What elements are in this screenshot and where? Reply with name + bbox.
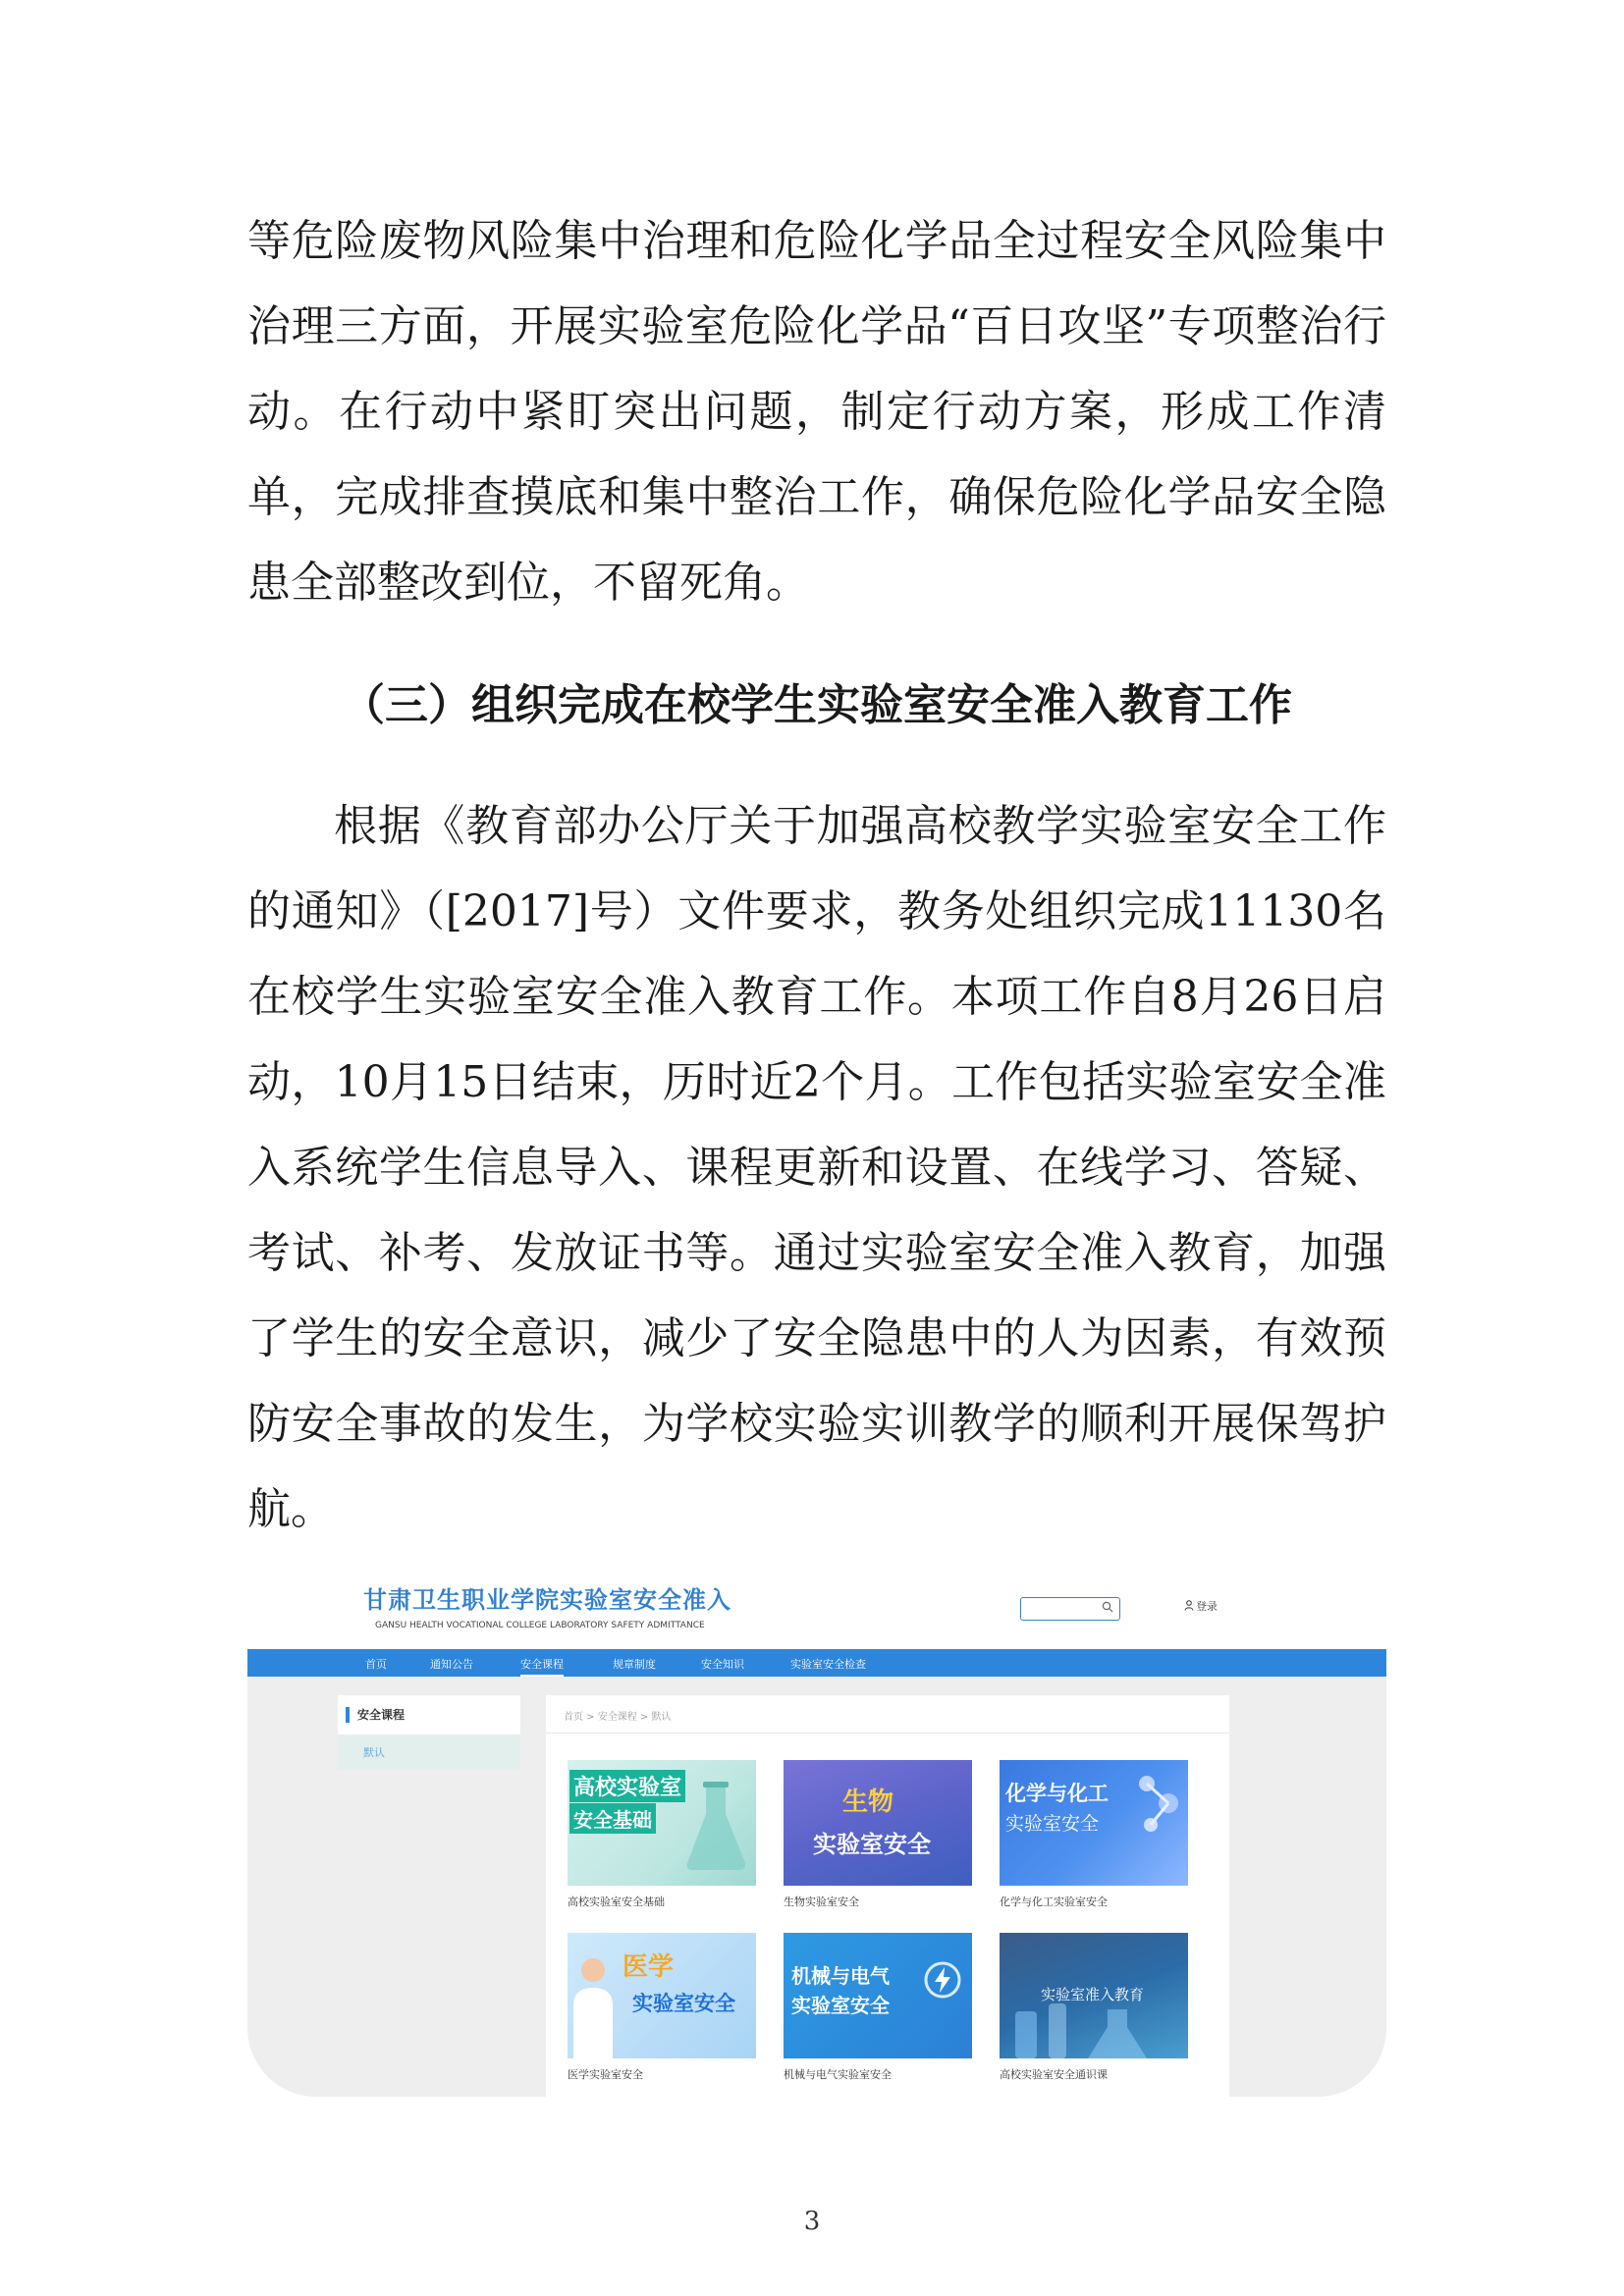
site-title: 甘肃卫生职业学院实验室安全准入 [363,1586,731,1614]
breadcrumb: 首页 > 安全课程 > 默认 [564,1712,672,1723]
login-label: 登录 [1196,1600,1218,1613]
body-paragraph-1: 等危险废物风险集中治理和危险化学品全过程安全风险集中治理三方面，开展实验室危险化学品“百日攻坚”专项整治行动。在行动中紧盯突出问题，制定行动方案，形成工作清单，完成排查摸底和集中整治工作，确保危险化学品安全隐患全部整改到位，不留死角。 [247,216,1386,608]
search-icon[interactable] [1102,1601,1113,1613]
embedded-website-screenshot [247,1569,1386,2097]
sidebar-header [338,1695,520,1735]
course-thumbnail[interactable] [1000,1933,1188,2058]
nav-item-lab-inspection[interactable]: 实验室安全检查 [790,1658,866,1671]
thumb-line-2: 安全基础 [569,1803,656,1834]
sidebar-title: 安全课程 [357,1708,406,1722]
thumb-line-1: 机械与电气 [791,1964,890,1988]
nav-item-regulations[interactable]: 规章制度 [613,1658,656,1671]
sidebar-item-default[interactable] [338,1735,520,1770]
course-card[interactable] [784,1933,972,2082]
course-thumbnail[interactable] [1000,1760,1188,1886]
molecule-icon [1127,1766,1186,1844]
nav-item-safety-knowledge[interactable]: 安全知识 [701,1658,744,1671]
doctor-icon [571,1950,615,2058]
course-title[interactable]: 机械与电气实验室安全 [784,2068,892,2081]
course-thumbnail[interactable] [784,1933,972,2058]
lab-glassware-icon [1009,2002,1176,2058]
course-card[interactable] [568,1933,756,2082]
course-thumbnail[interactable] [784,1760,972,1886]
course-card[interactable] [1000,1933,1188,2082]
course-card[interactable] [568,1760,756,1909]
thumb-line-1: 实验室准入教育 [1041,1986,1145,2003]
thumb-line-2: 实验室安全 [791,1994,890,2017]
section-heading: （三）组织完成在校学生实验室安全准入教育工作 [342,680,1292,730]
course-title[interactable]: 生物实验室安全 [784,1896,859,1908]
course-thumbnail[interactable] [568,1760,756,1886]
course-content [546,1695,1229,2097]
course-card[interactable] [784,1760,972,1909]
lightning-icon [923,1960,962,2000]
course-title[interactable]: 化学与化工实验室安全 [1000,1896,1108,1908]
login-link[interactable] [1184,1598,1218,1614]
page-number: 3 [803,2207,821,2236]
thumb-line-1: 生物 [842,1788,894,1817]
course-card[interactable] [1000,1760,1188,1909]
site-navbar [247,1649,1386,1677]
search-input[interactable] [1020,1597,1120,1621]
nav-item-safety-courses[interactable]: 安全课程 [520,1656,564,1677]
thumb-line-2: 实验室安全 [1005,1813,1100,1835]
sidebar-item-label: 默认 [363,1746,385,1759]
nav-item-notices[interactable]: 通知公告 [430,1658,473,1671]
course-sidebar [338,1695,520,1776]
user-icon [1184,1600,1194,1611]
thumb-line-1: 高校实验室 [569,1770,685,1802]
nav-item-home[interactable]: 首页 [365,1658,387,1671]
site-subtitle: GANSU HEALTH VOCATIONAL COLLEGE LABORATORY SAFETY ADMITTANCE [375,1621,705,1630]
course-thumbnail[interactable] [568,1933,756,2058]
thumb-line-1: 化学与化工 [1005,1782,1109,1805]
thumb-line-1: 医学 [623,1952,675,1982]
thumb-line-2: 实验室安全 [813,1831,931,1858]
site-header [247,1569,1386,1649]
course-title[interactable]: 医学实验室安全 [568,2068,643,2081]
course-title[interactable]: 高校实验室安全通识课 [1000,2068,1108,2081]
flask-icon [681,1780,750,1874]
thumb-line-2: 实验室安全 [632,1992,735,2015]
course-title[interactable]: 高校实验室安全基础 [568,1896,665,1908]
body-paragraph-2: 根据《教育部办公厅关于加强高校教学实验室安全工作的通知》（[2017]号）文件要求，教务处组织完成11130名在校学生实验室安全准入教育工作。本项工作自8月26日启动，10月15日结束，历时近2个月。工作包括实验室安全准入系统学生信息导入、课程更新和设置、在线学习、答疑、考试、补考、发放证书等。通过实验室安全准入教育，加强了学生的安全意识，减少了安全隐患中的人为因素，有效预防安全事故的发生，为学校实验实训教学的顺利开展保驾护航。 [247,801,1386,1534]
